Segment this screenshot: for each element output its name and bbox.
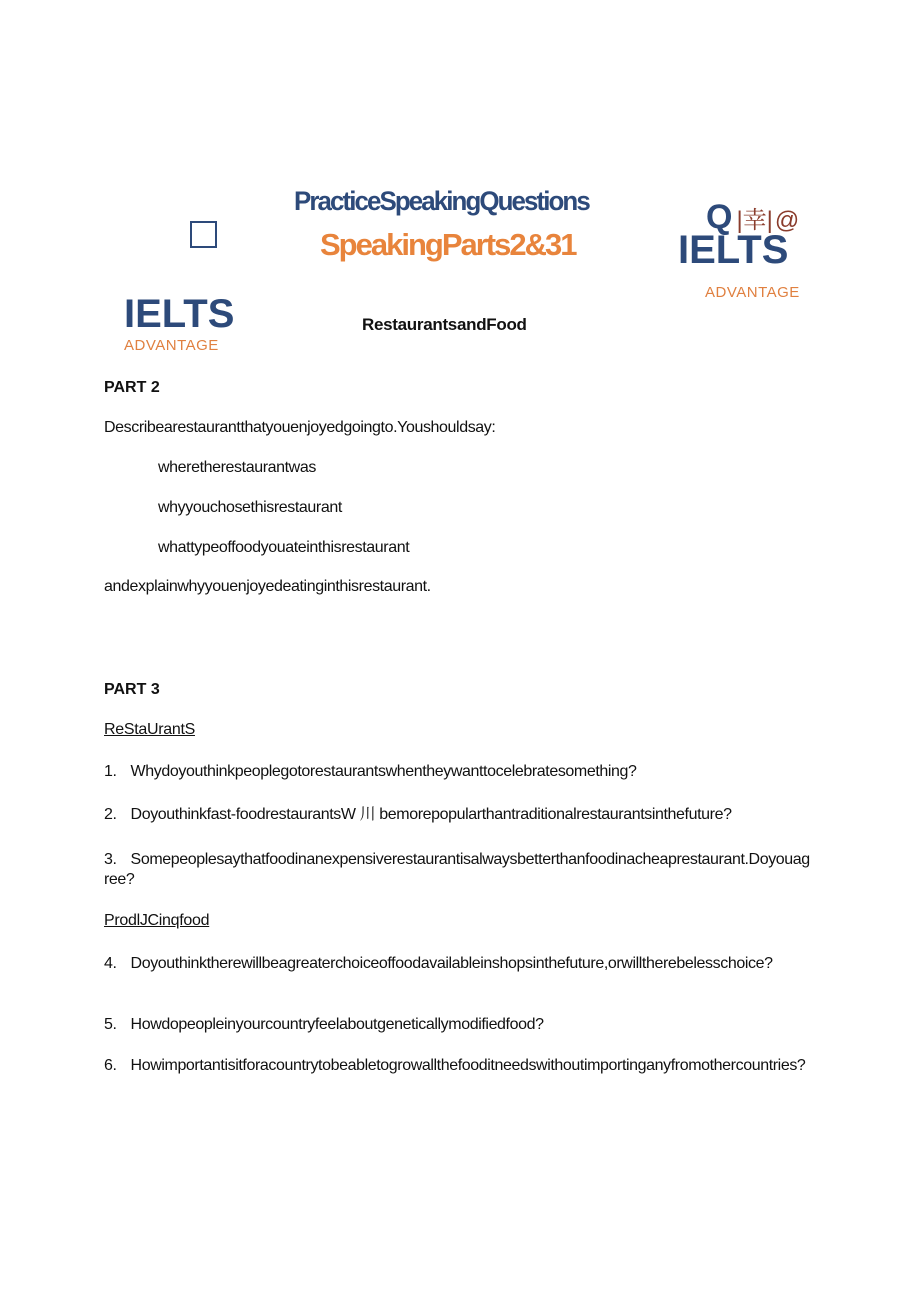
title-practice-speaking: PracticeSpeakingQuestions [294,186,589,216]
question-text: Howimportantisitforacountrytobeabletogrowallthefooditneedswithoutimportinganyfromothercountries? [130,1057,806,1074]
part2-bullet-1: wheretherestaurantwas [158,459,316,476]
question-text: Doyouthinkfast-foodrestaurantsW 川 bemorepopularthantraditionalrestaurantsinthefuture? [130,806,732,823]
question-number: 4. [104,955,117,972]
question-item [104,1015,814,1035]
part3-heading: PART 3 [104,681,160,698]
section-title-restaurants: ReStaUrantS [104,721,195,738]
question-text: Whydoyouthinkpeoplegotorestaurantswhentheywanttocelebratesomething? [130,763,637,780]
question-text: Howdopeopleinyourcountryfeelaboutgeneticallymodifiedfood? [130,1016,544,1033]
question-item [104,1056,814,1076]
logo-symbol-at: @ [774,207,800,234]
question-number: 1. [104,763,117,780]
ielts-logo-left: IELTS [124,292,235,336]
ielts-logo-right: IELTS [678,228,789,272]
part2-closing: andexplainwhyyouenjoyedeatinginthisrestaurant. [104,578,431,595]
logo-symbol-mid: |幸| [736,207,773,234]
question-number: 3. [104,851,117,868]
question-number: 2. [104,806,117,823]
section-title-producing-food: ProdlJCinqfood [104,912,210,929]
advantage-tagline-right: ADVANTAGE [705,284,800,301]
part2-bullet-2: whyyouchosethisrestaurant [158,499,342,516]
logo-symbol-q: Q [706,198,733,236]
part2-heading: PART 2 [104,379,160,396]
checkbox[interactable] [190,221,217,248]
question-text: Doyouthinktherewillbeagreaterchoiceoffoodavailableinshopsinthefuture,orwilltherebelesschoice? [130,955,773,972]
question-text: Somepeoplesaythatfoodinanexpensiverestaurantisalwaysbetterthanfoodinacheaprestaurant.Doyouagree? [104,851,810,888]
part2-prompt: Describearestaurantthatyouenjoyedgoingto.Youshouldsay: [104,419,496,436]
advantage-tagline-left: ADVANTAGE [124,337,219,354]
page-subject: RestaurantsandFood [362,315,527,334]
question-number: 5. [104,1016,117,1033]
question-item [104,762,814,782]
question-number: 6. [104,1057,117,1074]
question-item [104,850,814,890]
part2-bullet-3: whattypeoffoodyouateinthisrestaurant [158,539,410,556]
question-item [104,954,814,974]
title-speaking-parts: SpeakingParts2&31 [320,227,576,262]
question-item [104,805,814,825]
